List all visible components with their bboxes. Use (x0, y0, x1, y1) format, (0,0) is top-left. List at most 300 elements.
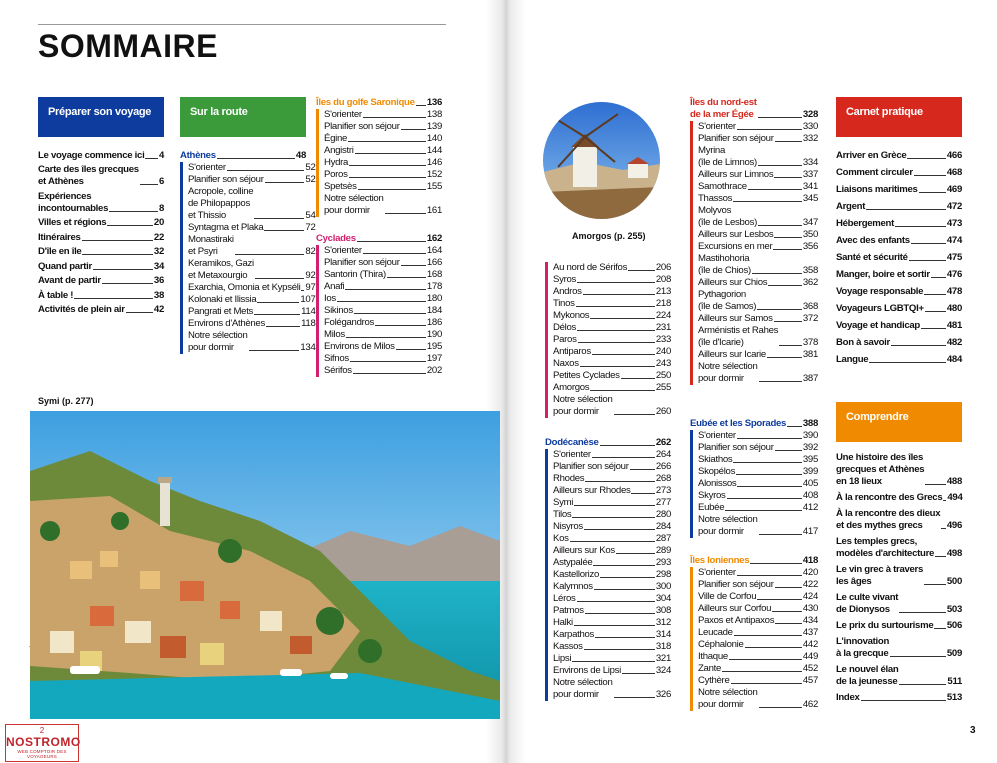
toc-entry[interactable] (698, 442, 818, 454)
toc-entry[interactable] (698, 277, 818, 289)
leader-dots (925, 484, 946, 485)
toc-entry-label: Ithaque (698, 650, 728, 662)
toc-entry-label: Arriver en Grèce (836, 150, 907, 161)
toc-entry-page: 206 (655, 262, 671, 273)
toc-entry-label: Ailleurs sur Chios (698, 276, 768, 288)
leader-dots (583, 294, 655, 295)
toc-entry[interactable] (188, 318, 316, 330)
section-items (690, 430, 818, 538)
toc-entry[interactable] (553, 557, 671, 569)
toc-entry-label: Skyros (698, 489, 726, 501)
toc-entry-label: Sifnos (324, 352, 349, 364)
toc-entry-label: Délos (553, 321, 577, 333)
toc-entry-label: À table ! (38, 289, 74, 301)
toc-entry[interactable] (698, 490, 818, 502)
toc-entry[interactable] (553, 346, 671, 358)
toc-entry[interactable] (698, 454, 818, 466)
leader-dots (337, 301, 426, 302)
toc-entry[interactable] (553, 641, 671, 653)
toc-entry-label: Planifier son séjour (324, 256, 400, 268)
toc-entry[interactable] (553, 485, 671, 497)
section-title[interactable] (690, 97, 818, 121)
toc-entry[interactable] (698, 229, 818, 241)
toc-entry[interactable] (698, 567, 818, 579)
toc-entry[interactable] (188, 282, 316, 294)
toc-entry-page: 475 (946, 251, 962, 263)
toc-entry[interactable] (698, 145, 818, 169)
leader-dots (358, 189, 426, 190)
toc-entry-label: Notre sélection pour dormir (698, 360, 758, 384)
section-title[interactable] (180, 150, 306, 162)
toc-entry-label: Alonissos (698, 477, 737, 489)
toc-entry[interactable] (698, 615, 818, 627)
toc-entry-label: Molyvos (île de Lesbos) (698, 204, 757, 228)
toc-entry[interactable] (698, 253, 818, 277)
toc-entry[interactable] (38, 246, 164, 258)
leader-dots (924, 584, 946, 585)
toc-entry[interactable] (324, 169, 442, 181)
toc-entry-label: Nisyros (553, 520, 583, 532)
toc-entry[interactable] (324, 353, 442, 365)
toc-entry[interactable] (836, 354, 962, 366)
toc-entry[interactable] (553, 593, 671, 605)
toc-entry[interactable] (553, 286, 671, 298)
toc-entry-page: 462 (802, 698, 818, 710)
leader-dots (614, 414, 655, 415)
toc-entry[interactable] (553, 497, 671, 509)
toc-entry[interactable] (324, 329, 442, 341)
toc-entry[interactable] (324, 305, 442, 317)
leader-dots (600, 577, 655, 578)
logo-mark: 2 (39, 726, 45, 735)
toc-entry-page: 155 (426, 180, 442, 192)
section-title[interactable] (690, 555, 818, 567)
toc-entry[interactable] (188, 234, 316, 258)
toc-entry-label: L'innovation à la grecque (836, 635, 890, 659)
toc-entry[interactable] (188, 306, 316, 318)
toc-entry[interactable] (836, 201, 962, 213)
toc-entry-label: Monastiraki et Psyri (188, 233, 234, 257)
toc-entry-label: S'orienter (698, 429, 736, 441)
toc-entry-label: Paros (553, 333, 577, 345)
toc-entry[interactable] (836, 286, 962, 298)
toc-entry[interactable] (324, 157, 442, 169)
leader-dots (593, 565, 654, 566)
toc-entry-page: 399 (802, 465, 818, 477)
toc-entry[interactable] (698, 289, 818, 313)
toc-entry-page: 6 (158, 176, 164, 188)
toc-entry[interactable] (698, 627, 818, 639)
leader-dots (574, 625, 655, 626)
toc-entry[interactable] (836, 150, 962, 162)
toc-entry-page: 468 (946, 166, 962, 178)
section-title[interactable] (545, 437, 671, 449)
leader-dots (911, 243, 946, 244)
toc-entry[interactable] (553, 461, 671, 473)
leader-dots (869, 362, 946, 363)
toc-entry-page: 417 (802, 525, 818, 537)
section-title-page: 418 (802, 555, 818, 566)
toc-entry[interactable] (553, 677, 671, 701)
toc-entry-label: Notre sélection pour dormir (324, 192, 384, 216)
toc-entry[interactable] (38, 150, 164, 162)
toc-entry[interactable] (553, 370, 671, 382)
toc-entry[interactable] (698, 663, 818, 675)
toc-entry-label: Santé et sécurité (836, 251, 908, 263)
leader-dots (909, 260, 946, 261)
leader-dots (235, 254, 305, 255)
tab-preparer[interactable]: Préparer son voyage (38, 97, 164, 137)
toc-entry[interactable] (698, 133, 818, 145)
toc-entry-page: 422 (802, 578, 818, 590)
toc-entry[interactable] (698, 361, 818, 385)
toc-entry[interactable] (38, 261, 164, 273)
toc-entry[interactable] (698, 514, 818, 538)
toc-entry-page: 298 (655, 568, 671, 580)
leader-dots (614, 697, 655, 698)
leader-dots (745, 647, 802, 648)
toc-entry-label: Naxos (553, 357, 579, 369)
toc-entry-page: 178 (426, 280, 442, 292)
toc-entry[interactable] (836, 269, 962, 281)
toc-entry-page: 289 (655, 544, 671, 556)
toc-entry[interactable] (698, 241, 818, 253)
toc-entry[interactable] (836, 184, 962, 196)
toc-entry-label: Notre sélection pour dormir (698, 686, 758, 710)
toc-entry[interactable] (553, 449, 671, 461)
toc-entry[interactable] (836, 320, 962, 332)
toc-entry[interactable] (836, 536, 962, 560)
toc-entry[interactable] (38, 217, 164, 229)
toc-entry-page: 434 (802, 614, 818, 626)
toc-entry[interactable] (553, 274, 671, 286)
toc-entry[interactable] (836, 452, 962, 488)
toc-entry[interactable] (553, 262, 671, 274)
toc-entry-page: 152 (426, 168, 442, 180)
section-color-bar (545, 262, 548, 418)
section-color-bar (690, 121, 693, 385)
toc-entry-label: Planifier son séjour (188, 173, 264, 185)
toc-entry[interactable] (324, 281, 442, 293)
toc-entry[interactable] (553, 358, 671, 370)
toc-entry-page: 144 (426, 144, 442, 156)
leader-dots (736, 474, 802, 475)
toc-entry[interactable] (324, 133, 442, 145)
toc-entry[interactable] (188, 162, 316, 174)
toc-entry[interactable] (553, 665, 671, 677)
cyclades-section (316, 233, 442, 377)
section-color-bar (690, 567, 693, 711)
toc-entry[interactable] (553, 382, 671, 394)
toc-entry-label: Carte des îles grecques et Athènes (38, 164, 139, 188)
toc-entry[interactable] (553, 394, 671, 418)
toc-entry-label: Hydra (324, 156, 349, 168)
toc-entry-page: 197 (426, 352, 442, 364)
toc-entry-page: 412 (802, 501, 818, 513)
cyclades-continued (545, 262, 671, 418)
leader-dots (630, 469, 655, 470)
toc-entry[interactable] (188, 222, 316, 234)
toc-entry[interactable] (553, 605, 671, 617)
toc-entry[interactable] (698, 313, 818, 325)
leader-dots (767, 357, 802, 358)
toc-entry[interactable] (553, 545, 671, 557)
toc-entry[interactable] (836, 218, 962, 230)
toc-entry[interactable] (324, 317, 442, 329)
toc-entry-page: 255 (655, 381, 671, 393)
toc-entry-page: 324 (655, 664, 671, 676)
toc-entry[interactable] (553, 629, 671, 641)
toc-entry-label: Voyage responsable (836, 285, 924, 297)
toc-entry-page: 466 (946, 150, 962, 161)
toc-entry[interactable] (836, 564, 962, 588)
toc-entry[interactable] (324, 365, 442, 377)
toc-entry[interactable] (553, 509, 671, 521)
section-title-page: 48 (295, 150, 306, 161)
toc-entry[interactable] (38, 304, 164, 316)
toc-entry-page: 166 (426, 256, 442, 268)
toc-entry[interactable] (698, 639, 818, 651)
toc-entry-label: Pythagorion (île de Samos) (698, 288, 757, 312)
toc-entry[interactable] (553, 617, 671, 629)
toc-entry[interactable] (698, 675, 818, 687)
toc-entry[interactable] (324, 145, 442, 157)
toc-entry-label: Bon à savoir (836, 336, 890, 348)
toc-entry[interactable] (836, 508, 962, 532)
leader-dots (585, 481, 655, 482)
toc-entry-label: Environs de Milos (324, 340, 395, 352)
toc-entry[interactable] (698, 121, 818, 133)
leader-dots (577, 601, 655, 602)
toc-entry-label: Syros (553, 273, 577, 285)
toc-entry[interactable] (836, 492, 962, 504)
section-color-bar (316, 245, 319, 377)
section-title-label: Dodécanèse (545, 437, 599, 448)
toc-entry[interactable] (698, 591, 818, 603)
toc-entry[interactable] (38, 290, 164, 302)
toc-entry[interactable] (698, 466, 818, 478)
toc-entry-page: 264 (655, 448, 671, 460)
leader-dots (891, 345, 946, 346)
toc-entry[interactable] (836, 303, 962, 315)
toc-entry-page: 180 (426, 292, 442, 304)
toc-entry[interactable] (836, 664, 962, 688)
leader-dots (722, 671, 802, 672)
toc-entry-label: S'orienter (324, 108, 362, 120)
toc-entry[interactable] (188, 294, 316, 306)
toc-entry-page: 430 (802, 602, 818, 614)
leader-dots (254, 314, 300, 315)
toc-entry-label: Kalymnos (553, 580, 593, 592)
toc-entry-page: 140 (426, 132, 442, 144)
toc-entry[interactable] (553, 298, 671, 310)
leader-dots (774, 237, 802, 238)
toc-entry[interactable] (553, 533, 671, 545)
toc-entry-page: 449 (802, 650, 818, 662)
toc-entry-label: Patmos (553, 604, 584, 616)
toc-entry-label: Cythère (698, 674, 730, 686)
leader-dots (255, 278, 305, 279)
amorgos-caption: Amorgos (p. 255) (572, 231, 646, 241)
toc-entry[interactable] (324, 109, 442, 121)
leader-dots (354, 313, 426, 314)
toc-entry[interactable] (553, 569, 671, 581)
leader-dots (375, 325, 426, 326)
toc-entry[interactable] (188, 330, 316, 354)
toc-entry[interactable] (836, 235, 962, 247)
section-title[interactable] (690, 418, 818, 430)
section-items (545, 262, 671, 418)
toc-entry-label: Astypalée (553, 556, 593, 568)
leader-dots (729, 659, 802, 660)
toc-entry[interactable] (698, 181, 818, 193)
leader-dots (925, 311, 946, 312)
toc-entry-label: Symi (553, 496, 574, 508)
toc-entry[interactable] (38, 275, 164, 287)
toc-entry-page: 481 (946, 319, 962, 331)
toc-entry-page: 300 (655, 580, 671, 592)
leader-dots (592, 457, 655, 458)
toc-entry-page: 437 (802, 626, 818, 638)
toc-entry[interactable] (698, 193, 818, 205)
toc-entry[interactable] (836, 620, 962, 632)
toc-entry[interactable] (698, 579, 818, 591)
toc-entry[interactable] (553, 322, 671, 334)
toc-entry[interactable] (188, 174, 316, 186)
toc-entry[interactable] (553, 653, 671, 665)
toc-entry[interactable] (698, 651, 818, 663)
leader-dots (727, 498, 802, 499)
leader-dots (737, 129, 802, 130)
leader-dots (934, 628, 946, 629)
toc-entry[interactable] (698, 169, 818, 181)
toc-entry[interactable] (38, 191, 164, 215)
toc-entry[interactable] (698, 430, 818, 442)
toc-entry[interactable] (836, 167, 962, 179)
toc-entry-label: Syntagma et Plaka (188, 221, 264, 233)
leader-dots (346, 337, 426, 338)
section-title[interactable] (316, 233, 442, 245)
leader-dots (748, 189, 802, 190)
leader-dots (585, 613, 655, 614)
toc-entry-page: 350 (802, 228, 818, 240)
toc-entry[interactable] (836, 337, 962, 349)
toc-entry-page: 22 (153, 231, 164, 243)
toc-entry-label: Hébergement (836, 217, 895, 229)
toc-entry-page: 372 (802, 312, 818, 324)
toc-entry-page: 20 (153, 217, 164, 229)
toc-entry-label: Samothrace (698, 180, 747, 192)
toc-entry[interactable] (553, 310, 671, 322)
toc-entry-page: 54 (305, 209, 316, 221)
toc-entry[interactable] (553, 334, 671, 346)
leader-dots (787, 426, 802, 427)
toc-entry-label: À la rencontre des dieux et des mythes grecs (836, 507, 941, 531)
toc-entry-page: 233 (655, 333, 671, 345)
toc-entry-label: Comment circuler (836, 166, 913, 178)
toc-entry-label: Le prix du surtourisme (836, 619, 934, 631)
toc-entry-label: Acropole, colline de Philopappos et Thissio (188, 185, 254, 221)
leader-dots (773, 249, 802, 250)
toc-entry[interactable] (38, 232, 164, 244)
section-title[interactable] (316, 97, 442, 109)
toc-entry-label: Kolonaki et Ilissia (188, 293, 257, 305)
title-rule (38, 24, 446, 25)
leader-dots (775, 587, 802, 588)
leader-dots (775, 623, 802, 624)
leader-dots (363, 117, 426, 118)
toc-entry[interactable] (836, 692, 962, 704)
leader-dots (93, 269, 153, 270)
toc-entry[interactable] (698, 478, 818, 490)
toc-entry[interactable] (324, 193, 442, 217)
toc-entry[interactable] (836, 592, 962, 616)
toc-entry-label: Une histoire des îles grecques et Athènes en 18 lieux (836, 452, 925, 487)
toc-entry[interactable] (188, 186, 316, 222)
leader-dots (628, 270, 655, 271)
toc-entry[interactable] (324, 269, 442, 281)
toc-entry-page: 190 (426, 328, 442, 340)
leader-dots (924, 294, 946, 295)
toc-entry-page: 452 (802, 662, 818, 674)
toc-entry-label: Anafi (324, 280, 345, 292)
toc-entry-page: 161 (426, 204, 442, 216)
section-color-bar (545, 449, 548, 701)
preparer-list (38, 150, 164, 319)
leader-dots (621, 378, 655, 379)
toc-entry-page: 326 (655, 688, 671, 700)
toc-entry[interactable] (324, 257, 442, 269)
toc-entry[interactable] (324, 341, 442, 353)
toc-entry-label: Planifier son séjour (324, 120, 400, 132)
tab-sur-la-route[interactable]: Sur la route (180, 97, 306, 137)
toc-entry[interactable] (324, 181, 442, 193)
toc-entry[interactable] (836, 252, 962, 264)
toc-entry[interactable] (553, 581, 671, 593)
leader-dots (570, 541, 655, 542)
toc-entry[interactable] (324, 121, 442, 133)
tab-comprendre[interactable]: Comprendre (836, 402, 962, 442)
toc-entry[interactable] (38, 164, 164, 188)
section-title-label: Îles du nord-est de la mer Égée (690, 97, 757, 120)
toc-entry[interactable] (698, 502, 818, 514)
toc-entry[interactable] (553, 473, 671, 485)
toc-entry[interactable] (698, 349, 818, 361)
leader-dots (387, 277, 426, 278)
toc-entry[interactable] (698, 205, 818, 229)
toc-entry-page: 243 (655, 357, 671, 369)
symi-caption: Symi (p. 277) (38, 396, 94, 406)
toc-entry[interactable] (698, 603, 818, 615)
toc-entry-page: 8 (158, 202, 164, 214)
toc-entry[interactable] (698, 687, 818, 711)
toc-entry-label: Planifier son séjour (698, 578, 774, 590)
toc-entry-page: 208 (655, 273, 671, 285)
toc-entry[interactable] (324, 245, 442, 257)
tab-carnet-pratique[interactable]: Carnet pratique (836, 97, 962, 137)
toc-entry-label: Au nord de Sérifos (553, 262, 628, 273)
toc-entry[interactable] (324, 293, 442, 305)
toc-entry[interactable] (553, 521, 671, 533)
toc-entry-label: Zante (698, 662, 722, 674)
toc-entry-page: 32 (153, 246, 164, 258)
leader-dots (145, 158, 158, 159)
toc-entry[interactable] (188, 258, 316, 282)
toc-entry[interactable] (698, 325, 818, 349)
toc-entry[interactable] (836, 636, 962, 660)
section-items (690, 121, 818, 385)
toc-entry-page: 250 (655, 369, 671, 381)
